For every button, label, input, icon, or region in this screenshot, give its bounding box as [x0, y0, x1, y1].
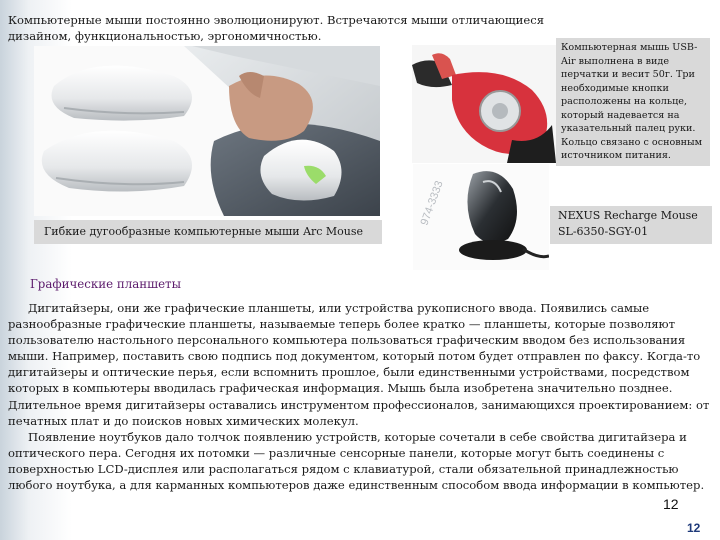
tablets-heading: Графические планшеты	[30, 277, 181, 291]
arc-mouse-illustration	[34, 46, 380, 216]
arc-mouse-photo	[34, 46, 380, 216]
page-number-corner: 12	[687, 521, 701, 535]
nexus-watermark: 974-3333	[418, 179, 446, 228]
nexus-mouse-illustration	[413, 164, 549, 270]
arc-mouse-caption: Гибкие дугообразные компьютерные мыши Arc Mouse	[34, 220, 382, 244]
glove-mouse-illustration	[412, 45, 556, 163]
glove-mouse-photo	[412, 45, 556, 163]
glove-mouse-caption: Компьютерная мышь USB-Air выполнена в виде перчатки и весит 50г. Три необходимые кнопки расположены на кольце, который надевается на указательный палец руки. Кольцо связано с основным источником питания.	[556, 38, 710, 166]
page-number-inline: 12	[663, 496, 679, 512]
nexus-mouse-photo	[413, 164, 549, 270]
nexus-mouse-caption: NEXUS Recharge Mouse SL-6350-SGY-01	[550, 206, 712, 244]
body-text	[8, 300, 712, 493]
intro-text: Компьютерные мыши постоянно эволюционируют. Встречаются мыши отличающиеся дизайном, функциональностью, эргономичностью.	[8, 13, 545, 43]
paragraph-digitizers: Дигитайзеры, они же графические планшеты, или устройства рукописного ввода. Появились самые разнообразные графические планшеты, называемые теперь более кратко — планшеты, которые позволяют пользователю настольного персонального компьютера пользоваться графическим вводом без использования мыши. Например, поставить свою подпись под документом, который потом будет отправлен по факсу. Когда-то дигитайзеры и оптические перья, если вспомнить прошлое, были единственными устройствами, посредством которых в компьютеры вводилась графическая информация. Мышь была изобретена значительно позднее. Длительное время дигитайзеры оставались инструментом профессионалов, занимающихся проектированием: от печатных плат и до поисков новых химических молекул.	[8, 301, 710, 428]
paragraph-notebooks: Появление ноутбуков дало толчок появлению устройств, которые сочетали в себе свойства дигитайзера и оптического пера. Сегодня их потомки — различные сенсорные панели, которые могут быть соединены с поверхностью LCD-дисплея или располагаться рядом с клавиатурой, стали обязательной принадлежностью любого ноутбука, а для карманных компьютеров даже единственным способом ввода информации в компьютер.	[8, 429, 705, 493]
